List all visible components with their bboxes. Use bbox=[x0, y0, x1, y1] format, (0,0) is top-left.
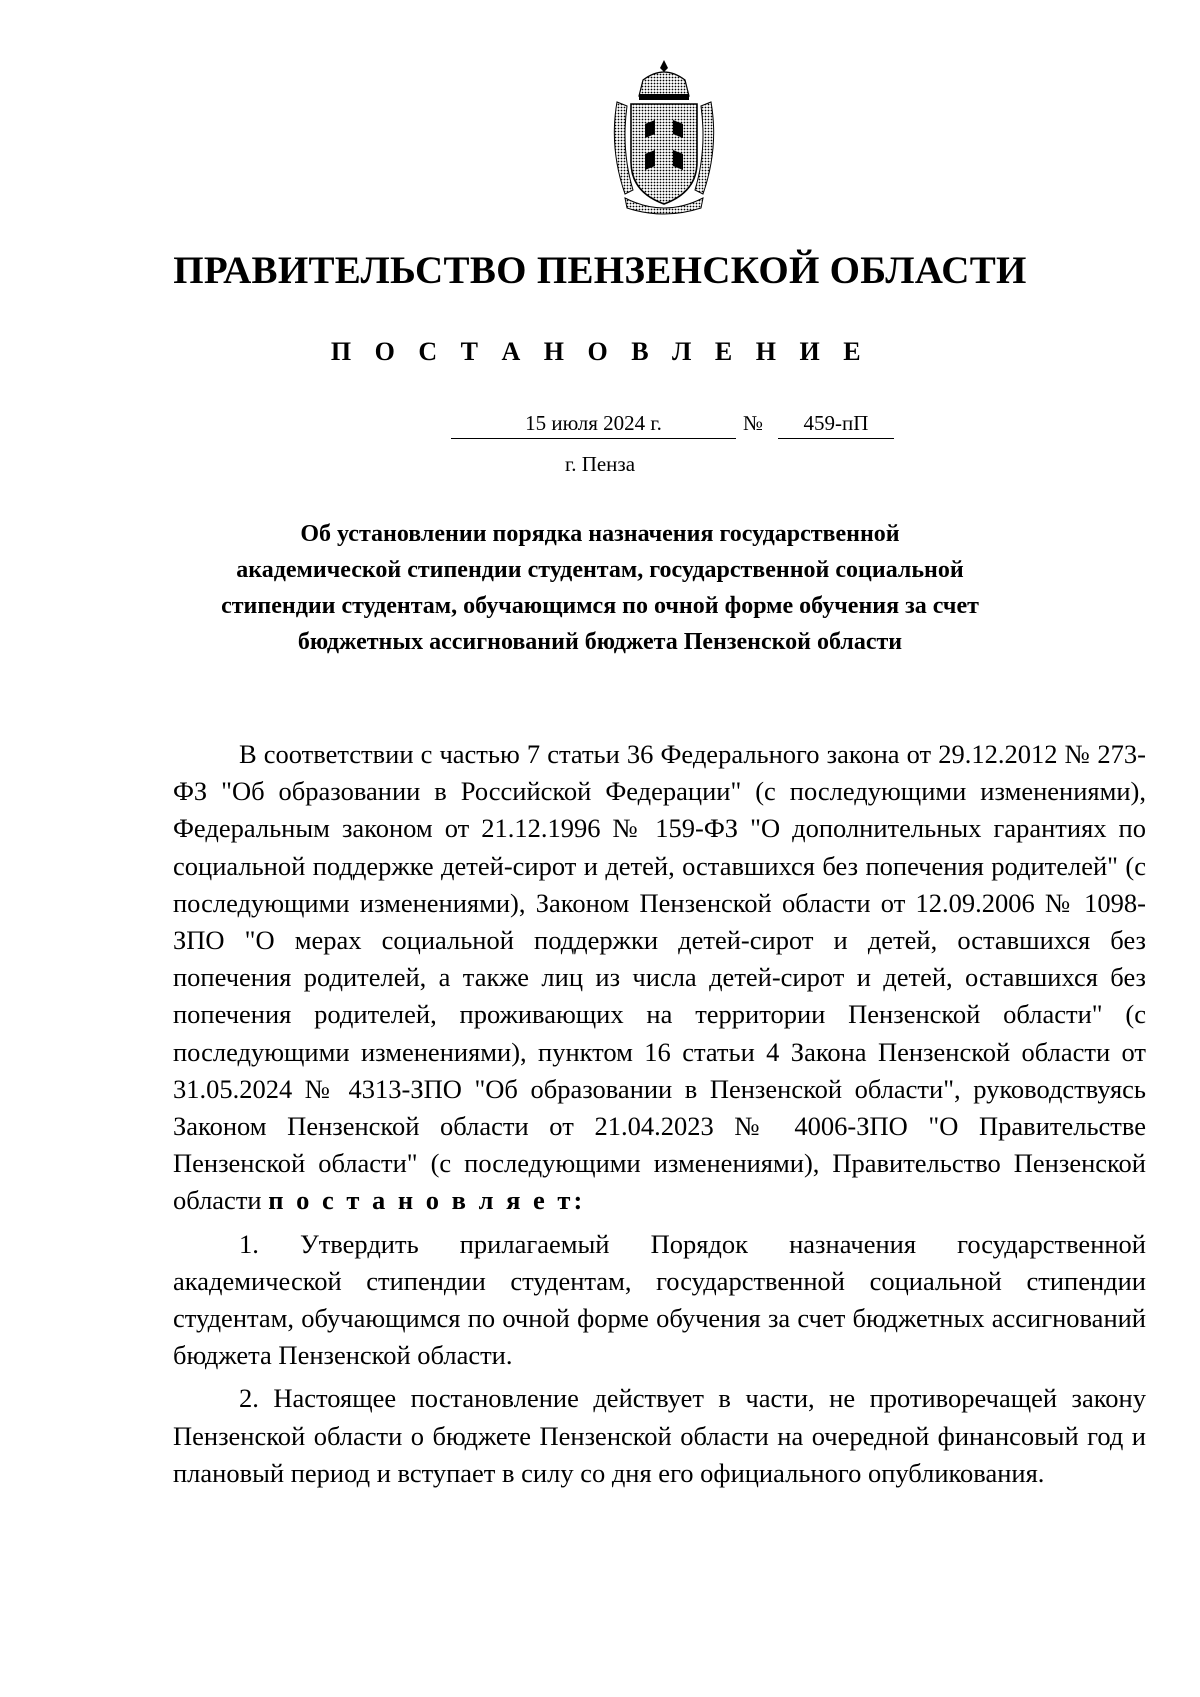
document-subject bbox=[150, 516, 1050, 660]
subject-line: академической стипендии студентам, государственной социальной bbox=[236, 557, 964, 583]
subject-line: стипендии студентам, обучающимся по очной форме обучения за счет bbox=[221, 593, 979, 619]
resolves-word: п о с т а н о в л я е т: bbox=[268, 1185, 586, 1216]
document-number: 459-пП bbox=[778, 411, 894, 439]
number-sign: № bbox=[743, 411, 764, 435]
government-title: ПРАВИТЕЛЬСТВО ПЕНЗЕНСКОЙ ОБЛАСТИ bbox=[173, 249, 1027, 292]
document-date: 15 июля 2024 г. bbox=[451, 411, 736, 439]
document-place: г. Пенза bbox=[564, 452, 636, 476]
item-2-paragraph: 2. Настоящее постановление действует в части, не противоречащей закону Пензенской области о бюджете Пензенской области на очередной финансовый год и плановый период и вступает в силу со дня его официального опубликования. bbox=[173, 1383, 1146, 1488]
coat-of-arms-emblem bbox=[605, 58, 723, 216]
subject-line: бюджетных ассигнований бюджета Пензенской области bbox=[297, 629, 903, 655]
document-body bbox=[173, 736, 1146, 1492]
preamble-text: В соответствии с частью 7 статьи 36 Федерального закона от 29.12.2012 № 273-ФЗ "Об образовании в Российской Федерации" (с последующими изменениями), Федеральным законом от 21.12.1996 № 159-ФЗ "О дополнительных гарантиях по социальной поддержке детей-сирот и детей, оставшихся без попечения родителей" (с последующими изменениями), Законом Пензенской области от 12.09.2006 № 1098-ЗПО "О мерах социальной поддержки детей-сирот и детей, оставшихся без попечения родителей, а также лиц из числа детей-сирот и детей, оставшихся без попечения родителей, проживающих на территории Пензенской области" (с последующими изменениями), пунктом 16 статьи 4 Закона Пензенской области от 31.05.2024 № 4313-ЗПО "Об образовании в Пензенской области", руководствуясь Законом Пензенской области от 21.04.2023 № 4006-ЗПО "О Правительстве Пензенской области" (с последующими изменениями), Правительство Пензенской области bbox=[173, 739, 1146, 1216]
date-number-line bbox=[0, 411, 1200, 443]
preamble-paragraph bbox=[173, 736, 1146, 1220]
document-type-heading: П О С Т А Н О В Л Е Н И Е bbox=[330, 337, 870, 366]
item-1-paragraph: 1. Утвердить прилагаемый Порядок назначения государственной академической стипендии студентам, государственной социальной стипендии студентам, обучающимся по очной форме обучения за счет бюджетных ассигнований бюджета Пензенской области. bbox=[173, 1228, 1146, 1371]
subject-line: Об установлении порядка назначения государственной bbox=[300, 521, 900, 547]
